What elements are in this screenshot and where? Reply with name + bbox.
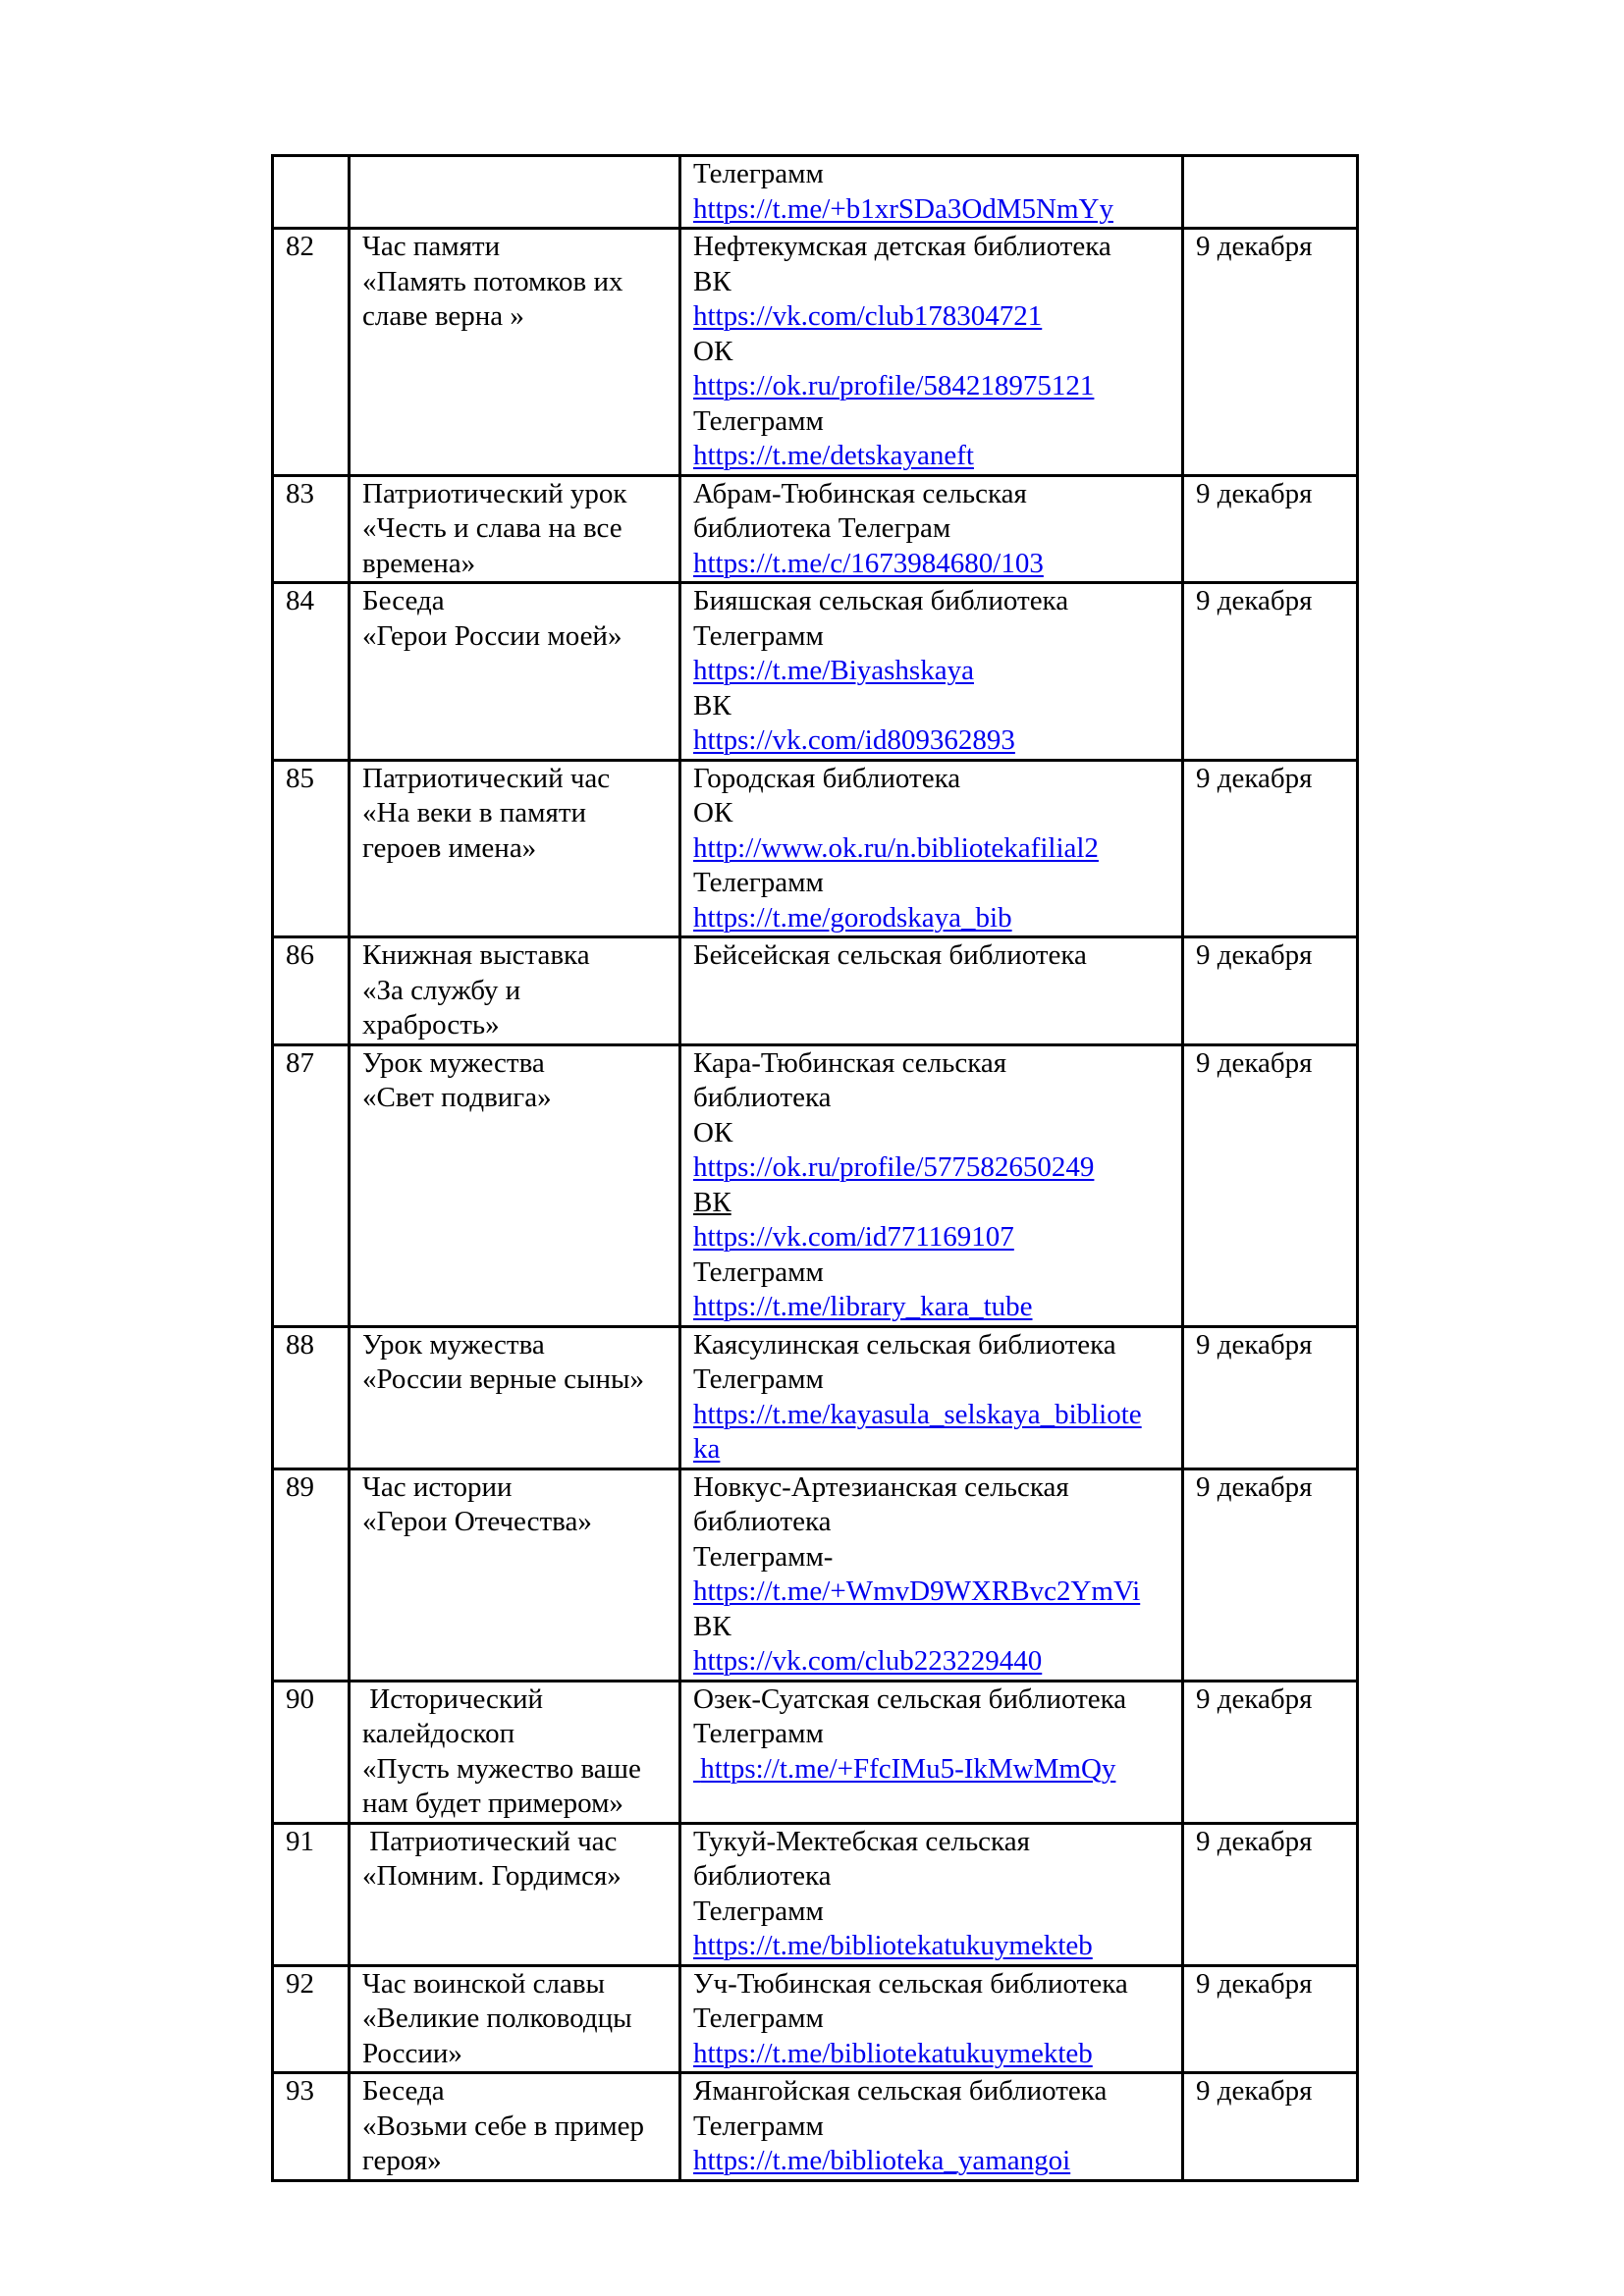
venue-text: Озек-Суатская сельская библиотека [693,1682,1127,1715]
event-title-line: «Память потомков их [362,265,623,297]
venue-link[interactable]: http://www.ok.ru/n.bibliotekafilial2 [693,831,1099,864]
event-date-cell [1183,1823,1358,1965]
event-title-line: «Помним. Гордимся» [362,1860,622,1892]
event-date-cell [1183,760,1358,937]
row-number-cell [273,1823,350,1965]
venue-link[interactable]: https://vk.com/club178304721 [693,300,1043,332]
venue-cell [680,583,1183,761]
row-number-cell [273,229,350,476]
venue-link[interactable]: https://t.me/kayasula_selskaya_bibliote [693,1398,1142,1430]
event-date: 9 декабря [1196,1046,1313,1079]
event-date: 9 декабря [1196,477,1313,509]
table-row [273,1681,1358,1823]
event-title-line: «России верные сыны» [362,1363,645,1395]
venue-text: Телеграмм [693,2109,824,2142]
event-title-cell [350,1326,680,1468]
row-number: 87 [286,1046,314,1079]
venue-text: Телеграмм [693,1895,824,1927]
venue-text: ОК [693,797,733,828]
venue-link[interactable]: https://t.me/+b1xrSDa3OdM5NmYy [693,192,1113,225]
venue-text: ОК [693,1116,733,1148]
event-title-line: героя» [362,2145,442,2176]
venue-text: библиотека [693,1506,832,1537]
venue-link[interactable]: https://t.me/c/1673984680/103 [693,547,1044,579]
venue-text: Каясулинская сельская библиотека [693,1328,1116,1361]
event-date: 9 декабря [1196,1825,1313,1857]
row-number-cell [273,937,350,1045]
venue-link[interactable]: https://ok.ru/profile/577582650249 [693,1151,1095,1183]
venue-cell [680,1044,1183,1326]
venue-cell [680,1468,1183,1681]
event-title-line: Патриотический урок [362,477,627,509]
event-title-line: «Честь и слава на все [362,512,623,544]
row-number: 93 [286,2075,314,2107]
event-title-cell [350,1823,680,1965]
event-title-line: Урок мужества [362,1328,545,1361]
row-number: 85 [286,762,314,794]
event-title-line: Час истории [362,1470,513,1503]
table-row [273,2073,1358,2181]
venue-text: ОК [693,335,733,367]
event-date: 9 декабря [1196,231,1313,262]
venue-text: ВК [693,1186,731,1218]
event-title-cell [350,937,680,1045]
venue-text: Ямангойская сельская библиотека [693,2075,1108,2107]
venue-cell [680,2073,1183,2181]
venue-text: Бейсейская сельская библиотека [693,939,1087,971]
event-date: 9 декабря [1196,762,1313,794]
venue-cell [680,229,1183,476]
event-title-line: времена» [362,547,476,579]
event-date: 9 декабря [1196,1328,1313,1361]
event-title-line: Беседа [362,585,445,616]
row-number-cell [273,583,350,761]
events-table [271,154,1359,2182]
row-number: 84 [286,585,314,616]
event-date-cell [1183,156,1358,229]
event-title-line: Час памяти [362,231,501,262]
event-date: 9 декабря [1196,939,1313,971]
event-date: 9 декабря [1196,585,1313,616]
venue-link[interactable]: https://ok.ru/profile/584218975121 [693,370,1095,401]
table-row [273,1044,1358,1326]
venue-text: Телеграмм [693,1363,824,1395]
table-row [273,1823,1358,1965]
venue-text: Телеграмм [693,404,824,437]
event-title-line: Книжная выставка [362,939,590,971]
row-number: 89 [286,1470,314,1503]
venue-text: Телеграмм [693,867,824,898]
event-date-cell [1183,2073,1358,2181]
event-date: 9 декабря [1196,1682,1313,1715]
event-title-line: «Пусть мужество ваше [362,1752,641,1785]
row-number: 82 [286,231,314,262]
row-number: 91 [286,1825,314,1857]
row-number-cell [273,1468,350,1681]
event-title-cell [350,1681,680,1823]
row-number: 83 [286,477,314,509]
venue-text: Телеграмм- [693,1540,834,1573]
event-title-line: России» [362,2037,462,2069]
venue-cell [680,475,1183,583]
venue-text: Телеграмм [693,1718,824,1749]
event-title-cell [350,583,680,761]
venue-link[interactable]: https://vk.com/id771169107 [693,1221,1014,1253]
empty-line [362,157,671,192]
event-title-line: «Герои Отечества» [362,1506,592,1537]
event-date: 9 декабря [1196,2075,1313,2107]
table-row [273,760,1358,937]
row-number-cell [273,1044,350,1326]
venue-text: ВК [693,265,731,297]
event-title-line: Исторический [362,1682,544,1715]
event-title-line: «На веки в памяти [362,797,587,828]
venue-text: Бияшская сельская библиотека [693,585,1069,616]
event-title-cell [350,156,680,229]
venue-link[interactable]: https://t.me/+FfcIMu5-IkMwMmQy [693,1752,1116,1785]
event-date-cell [1183,1468,1358,1681]
event-date-cell [1183,583,1358,761]
venue-text: библиотека [693,1082,832,1113]
venue-text: Нефтекумская детская библиотека [693,231,1111,262]
event-title-cell [350,475,680,583]
row-number-cell [273,475,350,583]
venue-text: Телеграмм [693,158,824,189]
event-title-line: героев имена» [362,831,537,864]
row-number-cell [273,760,350,937]
venue-link[interactable]: https://t.me/bibliotekatukuymekteb [693,1930,1093,1961]
event-date-cell [1183,1681,1358,1823]
venue-text: Телеграмм [693,1255,824,1288]
venue-cell [680,156,1183,229]
venue-text: Городская библиотека [693,762,961,794]
event-title-line: «Свет подвига» [362,1082,552,1113]
event-title-cell [350,760,680,937]
row-number: 88 [286,1328,314,1361]
table-row [273,1326,1358,1468]
venue-text: Телеграмм [693,2002,824,2034]
event-title-line: «Великие полководцы [362,2002,632,2034]
event-title-line: калейдоскоп [362,1718,515,1749]
venue-cell [680,760,1183,937]
event-title-line: Патриотический час [362,1825,618,1857]
venue-cell [680,1823,1183,1965]
venue-link[interactable]: https://t.me/detskayaneft [693,440,974,471]
event-title-line: «Герои России моей» [362,619,623,652]
event-date-cell [1183,1965,1358,2073]
venue-cell [680,937,1183,1045]
event-date-cell [1183,1044,1358,1326]
venue-text: Кара-Тюбинская сельская [693,1046,1007,1079]
row-number-cell [273,1326,350,1468]
venue-link[interactable]: https://t.me/library_kara_tube [693,1291,1033,1322]
venue-text: библиотека Телеграм [693,512,951,544]
row-number: 92 [286,1967,314,2000]
table-row [273,1468,1358,1681]
event-date-cell [1183,475,1358,583]
event-title-cell [350,229,680,476]
event-title-line: Час воинской славы [362,1967,606,2000]
table-row [273,1965,1358,2073]
venue-text: ВК [693,689,731,721]
venue-text: Уч-Тюбинская сельская библиотека [693,1967,1128,2000]
venue-text: Новкус-Артезианская сельская [693,1470,1069,1503]
event-title-cell [350,1044,680,1326]
venue-link[interactable]: https://t.me/biblioteka_yamangoi [693,2145,1071,2176]
row-number-cell [273,156,350,229]
event-date-cell [1183,937,1358,1045]
venue-text: Тукуй-Мектебская сельская [693,1825,1030,1857]
venue-cell [680,1965,1183,2073]
venue-link[interactable]: https://vk.com/id809362893 [693,724,1015,756]
venue-text: библиотека [693,1860,832,1892]
table-row [273,937,1358,1045]
venue-cell [680,1326,1183,1468]
event-title-line: Урок мужества [362,1046,545,1079]
events-table-body [273,156,1358,2181]
venue-cell [680,1681,1183,1823]
event-date: 9 декабря [1196,1967,1313,2000]
table-row [273,583,1358,761]
venue-text: Телеграмм [693,619,824,652]
event-title-line: «За службу и [362,974,521,1006]
table-row [273,475,1358,583]
event-title-line: Беседа [362,2075,445,2107]
event-date-cell [1183,229,1358,476]
row-number-cell [273,2073,350,2181]
venue-link[interactable]: https://vk.com/club223229440 [693,1645,1043,1677]
row-number-cell [273,1681,350,1823]
event-title-line: нам будет примером» [362,1788,623,1819]
venue-text: Абрам-Тюбинская сельская [693,477,1027,509]
row-number: 86 [286,939,314,971]
row-number: 90 [286,1682,314,1715]
venue-link[interactable]: ka [693,1433,721,1465]
table-row [273,156,1358,229]
row-number-cell [273,1965,350,2073]
venue-link[interactable]: https://t.me/+WmvD9WXRBvc2YmVi [693,1575,1141,1607]
event-title-line: «Возьми себе в пример [362,2109,644,2142]
venue-text: ВК [693,1610,731,1642]
venue-link[interactable]: https://t.me/gorodskaya_bib [693,901,1012,934]
event-date-cell [1183,1326,1358,1468]
event-title-line: Патриотический час [362,762,611,794]
venue-link[interactable]: https://t.me/Biyashskaya [693,655,974,686]
event-title-cell [350,1468,680,1681]
event-title-line: храбрость» [362,1009,500,1041]
event-title-cell [350,2073,680,2181]
table-row [273,229,1358,476]
event-title-cell [350,1965,680,2073]
venue-link[interactable]: https://t.me/bibliotekatukuymekteb [693,2037,1093,2069]
event-date: 9 декабря [1196,1470,1313,1503]
event-title-line: славе верна » [362,300,524,332]
